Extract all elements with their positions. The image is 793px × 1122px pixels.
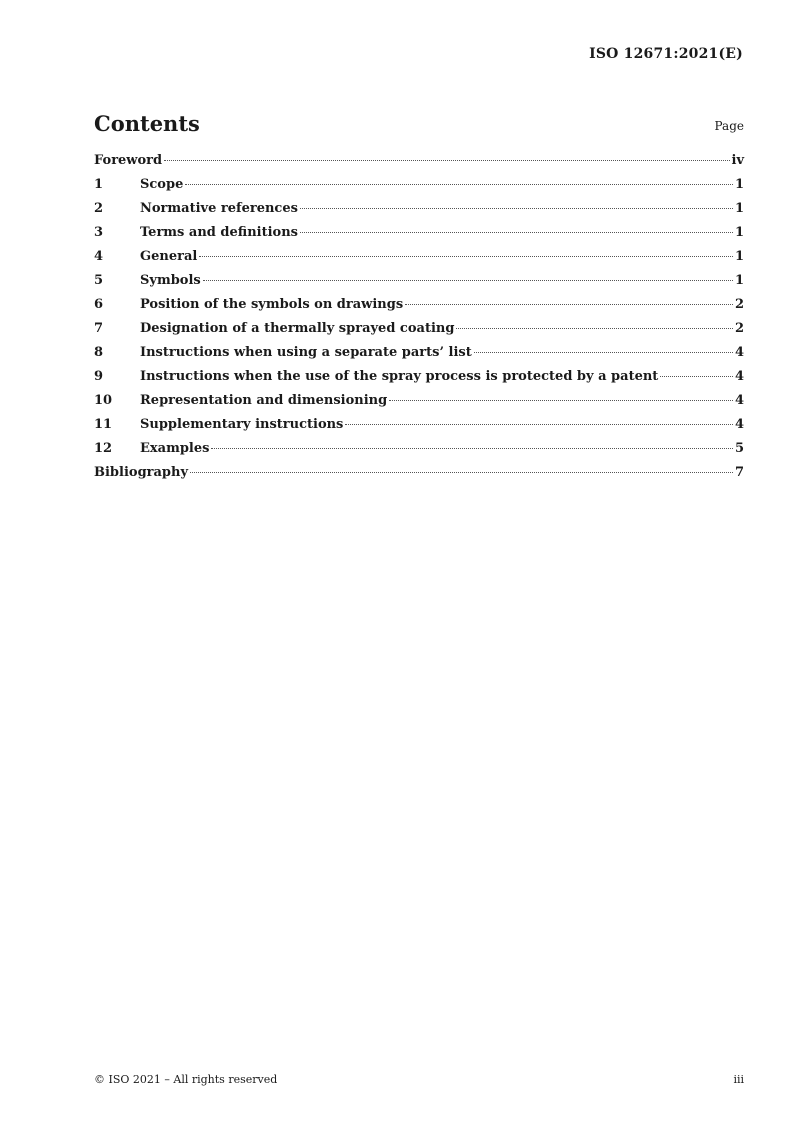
toc-entry-text: Supplementary instructions [140,417,344,432]
toc-entry-number: 2 [94,201,104,216]
toc-entry-text: Bibliography [94,465,189,480]
toc-entry-text: Terms and definitions [140,225,298,240]
toc-entry-position-of-symbols[interactable] [94,297,744,321]
dot-leader [211,448,732,449]
toc-entry-text: Foreword [94,153,163,168]
dot-leader [474,352,733,353]
toc-entry-page: 1 [734,225,744,240]
toc-entry-representation[interactable] [94,393,744,417]
toc-entry-number: 3 [94,225,104,240]
toc-entry-text: Normative references [140,201,298,216]
page-title: Contents [94,111,200,136]
toc-entry-page: 1 [734,249,744,264]
dot-leader [389,400,733,401]
page-column-label: Page [714,119,744,133]
dot-leader [199,256,733,257]
toc-entry-page: 2 [734,321,744,336]
toc-entry-number: 4 [94,249,104,264]
dot-leader [456,328,733,329]
copyright-notice: © ISO 2021 – All rights reserved [94,1073,278,1086]
toc-entry-normative-references[interactable] [94,201,744,225]
toc-entry-designation[interactable] [94,321,744,345]
toc-entry-text: Symbols [140,273,201,288]
dot-leader [405,304,733,305]
toc-entry-number: 9 [94,369,104,384]
toc-entry-text: Instructions when using a separate parts’ list [140,345,472,360]
dot-leader [300,208,733,209]
toc-entry-text: Instructions when the use of the spray process is protected by a patent [140,369,659,384]
page-number: iii [733,1073,744,1086]
dot-leader [164,160,729,161]
toc-entry-text: Position of the symbols on drawings [140,297,404,312]
toc-entry-supplementary-instructions[interactable] [94,417,744,441]
toc-entry-text: Examples [140,441,210,456]
toc-entry-page: 4 [734,417,744,432]
dot-leader [190,472,733,473]
toc-list [94,153,744,489]
dot-leader [300,232,733,233]
toc-entry-page: 2 [734,297,744,312]
toc-entry-page: 4 [734,369,744,384]
toc-entry-page: 1 [734,201,744,216]
toc-entry-page: 4 [734,393,744,408]
dot-leader [185,184,733,185]
toc-entry-number: 12 [94,441,113,456]
toc-entry-general[interactable] [94,249,744,273]
toc-entry-number: 6 [94,297,104,312]
toc-entry-page: 7 [734,465,744,480]
toc-entry-foreword[interactable] [94,153,744,177]
toc-entry-bibliography[interactable] [94,465,744,489]
toc-entry-page: 1 [734,177,744,192]
toc-entry-separate-parts-list[interactable] [94,345,744,369]
toc-entry-text: General [140,249,198,264]
dot-leader [660,376,733,377]
toc-entry-number: 5 [94,273,104,288]
toc-entry-page: iv [731,153,744,168]
toc-header [94,111,744,139]
toc-entry-scope[interactable] [94,177,744,201]
toc-entry-number: 7 [94,321,104,336]
toc-entry-number: 8 [94,345,104,360]
document-id: ISO 12671:2021(E) [589,46,743,62]
dot-leader [203,280,733,281]
toc-entry-page: 1 [734,273,744,288]
toc-entry-patent-instructions[interactable] [94,369,744,393]
toc-entry-terms-and-definitions[interactable] [94,225,744,249]
toc-entry-text: Scope [140,177,184,192]
toc-entry-number: 11 [94,417,113,432]
dot-leader [345,424,733,425]
toc-entry-examples[interactable] [94,441,744,465]
page-footer [94,1073,744,1089]
toc-entry-text: Representation and dimensioning [140,393,388,408]
toc-entry-text: Designation of a thermally sprayed coating [140,321,455,336]
toc-entry-symbols[interactable] [94,273,744,297]
toc-entry-page: 5 [734,441,744,456]
toc-entry-number: 10 [94,393,113,408]
toc-entry-page: 4 [734,345,744,360]
toc-entry-number: 1 [94,177,104,192]
